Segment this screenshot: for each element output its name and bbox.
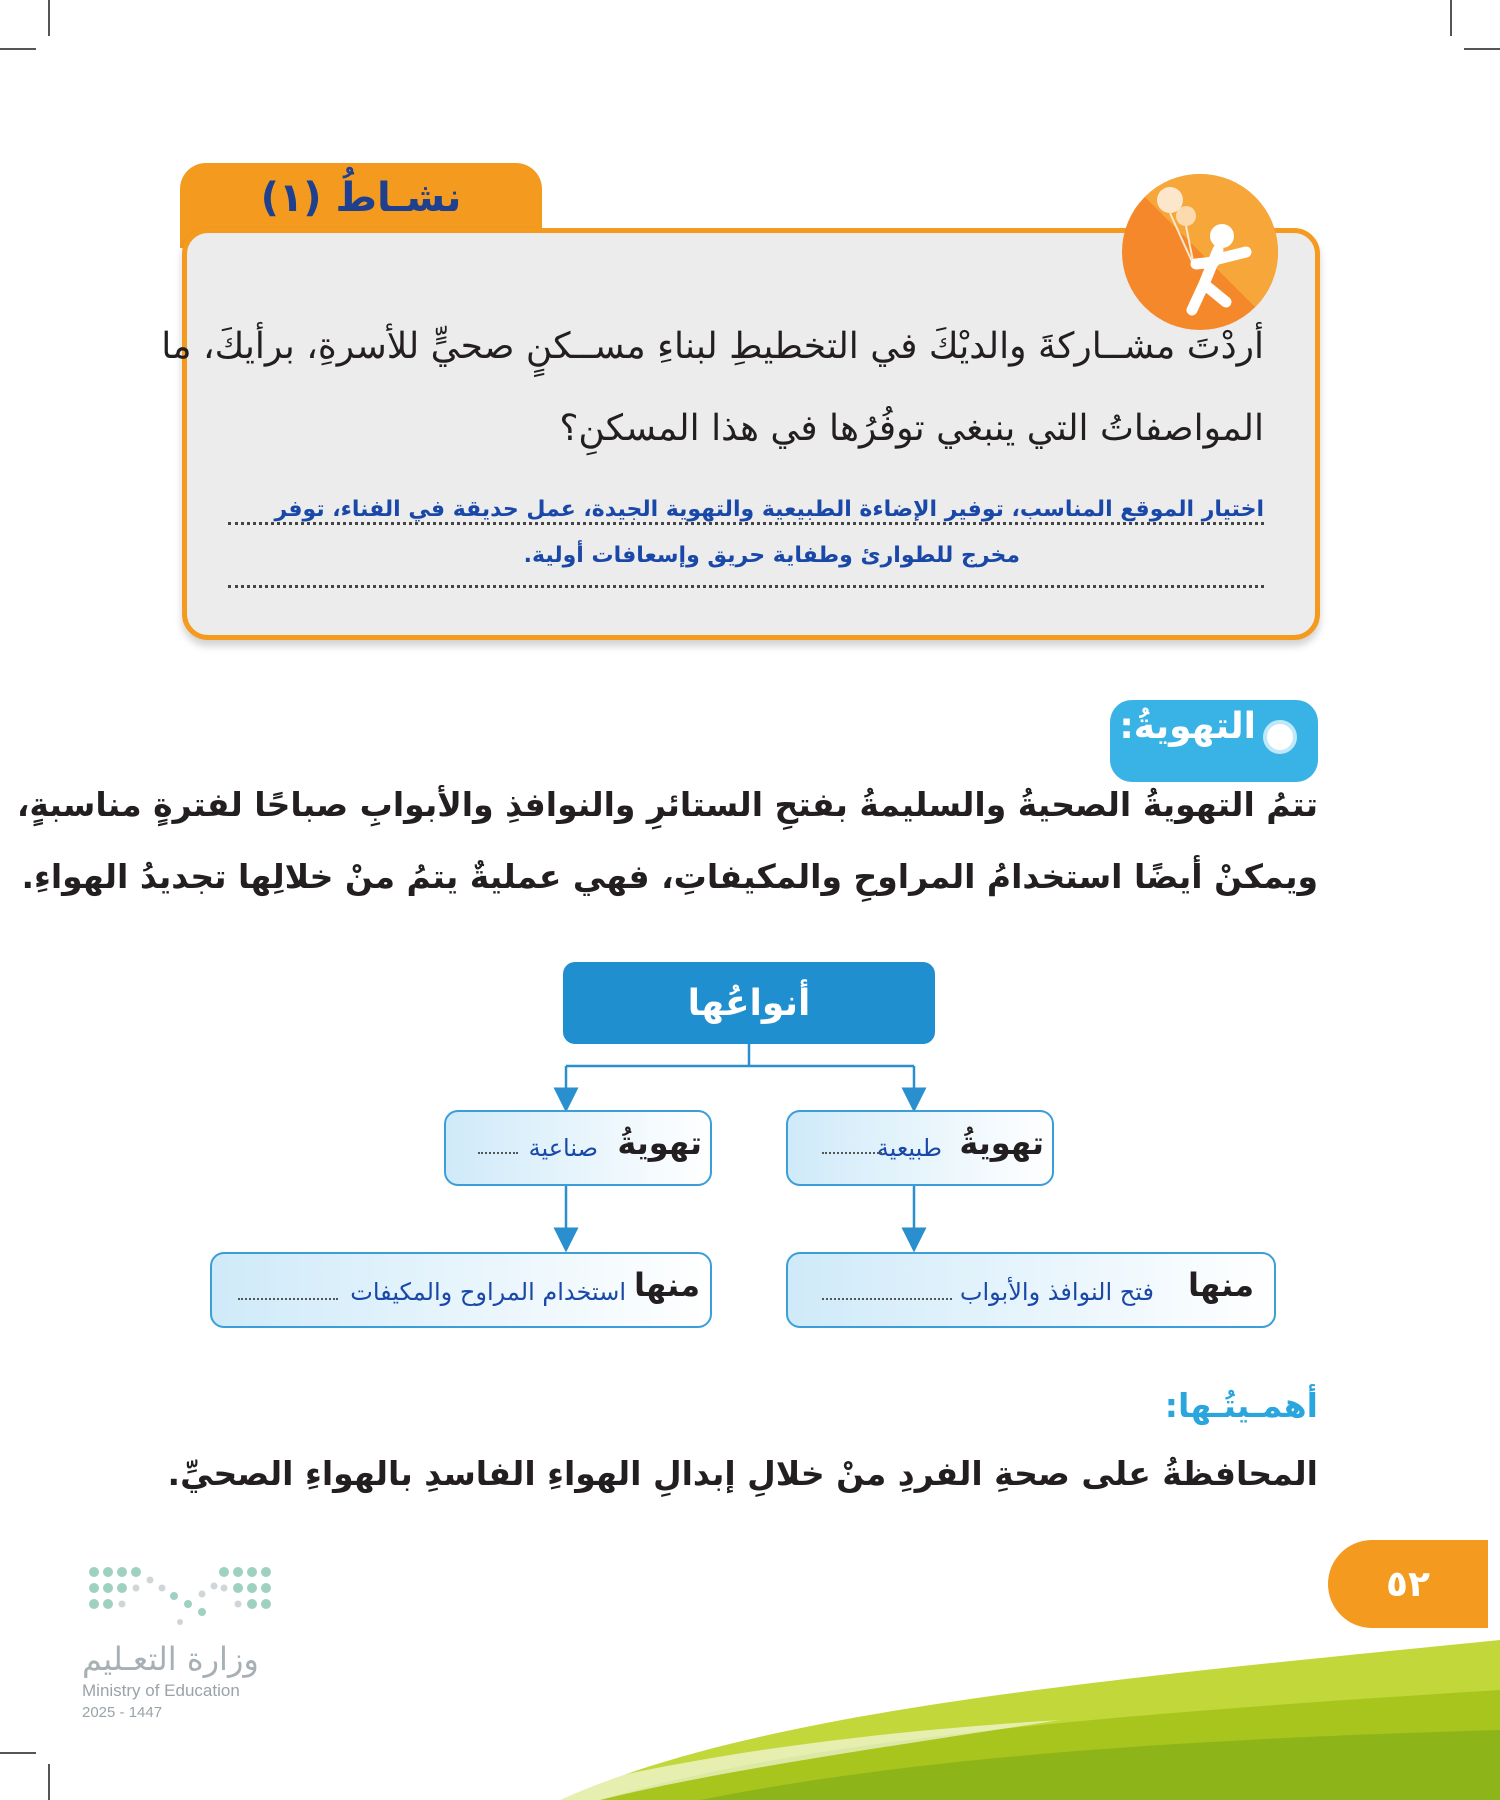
diagram-root-box: أنواعُها <box>563 962 935 1044</box>
activity-answer-line-2: مخرج للطوارئ وطفاية حريق وإسعافات أولية. <box>523 543 1020 568</box>
ministry-logo-icon <box>84 1564 274 1630</box>
answer-dotted-line <box>822 1298 952 1300</box>
ministry-year: 2025 - 1447 <box>82 1704 163 1721</box>
ventilation-heading: التهويةُ: <box>1119 706 1256 747</box>
activity-question-line-1: أردْتَ مشــاركةَ والديْكَ في التخطيطِ لبناءِ مســكنٍ صحيٍّ للأسرةِ، برأيكَ، ما <box>161 326 1264 367</box>
natural-ventilation-answer: طبيعية <box>876 1134 942 1162</box>
natural-ventilation-label: تهويةُ <box>959 1124 1044 1162</box>
artificial-example-answer: استخدام المراوح والمكيفات <box>350 1278 626 1306</box>
answer-dotted-line <box>478 1152 518 1154</box>
ventilation-paragraph-line-2: ويمكنْ أيضًا استخدامُ المراوحِ والمكيفاتِ، فهي عمليةٌ يتمُ منْ خلالِها تجديدُ الهواءِ. <box>21 857 1318 896</box>
answer-dotted-line <box>238 1298 338 1300</box>
page-number: ٥٢ <box>1328 1540 1488 1628</box>
artificial-example-label: منها <box>633 1266 700 1304</box>
artificial-ventilation-answer: صناعية <box>528 1134 598 1162</box>
importance-heading: أهمـيتُـها: <box>1164 1386 1318 1425</box>
activity-answer-line-1: اختيار الموقع المناسب، توفير الإضاءة الطبيعية والتهوية الجيدة، عمل حديقة في الفناء، توفر <box>270 497 1264 522</box>
artificial-ventilation-label: تهويةُ <box>617 1124 702 1162</box>
ministry-name-english: Ministry of Education <box>82 1681 240 1700</box>
activity-question-line-2: المواصفاتُ التي ينبغي توفُرُها في هذا المسكنِ؟ <box>559 408 1264 449</box>
answer-dotted-line <box>822 1152 882 1154</box>
natural-example-label: منها <box>1187 1266 1254 1304</box>
ministry-name-arabic: وزارة التعـليم <box>82 1640 259 1678</box>
importance-text: المحافظةُ على صحةِ الفردِ منْ خلالِ إبدالِ الهواءِ الفاسدِ بالهواءِ الصحيِّ. <box>167 1454 1318 1493</box>
ventilation-paragraph-line-1: تتمُ التهويةُ الصحيةُ والسليمةُ بفتحِ الستائرِ والنوافذِ والأبوابِ صباحًا لفترةٍ مناسبةٍ، <box>16 785 1318 824</box>
activity-title: نشـاطُ (١) <box>260 175 462 221</box>
natural-example-answer: فتح النوافذ والأبواب <box>959 1278 1154 1306</box>
